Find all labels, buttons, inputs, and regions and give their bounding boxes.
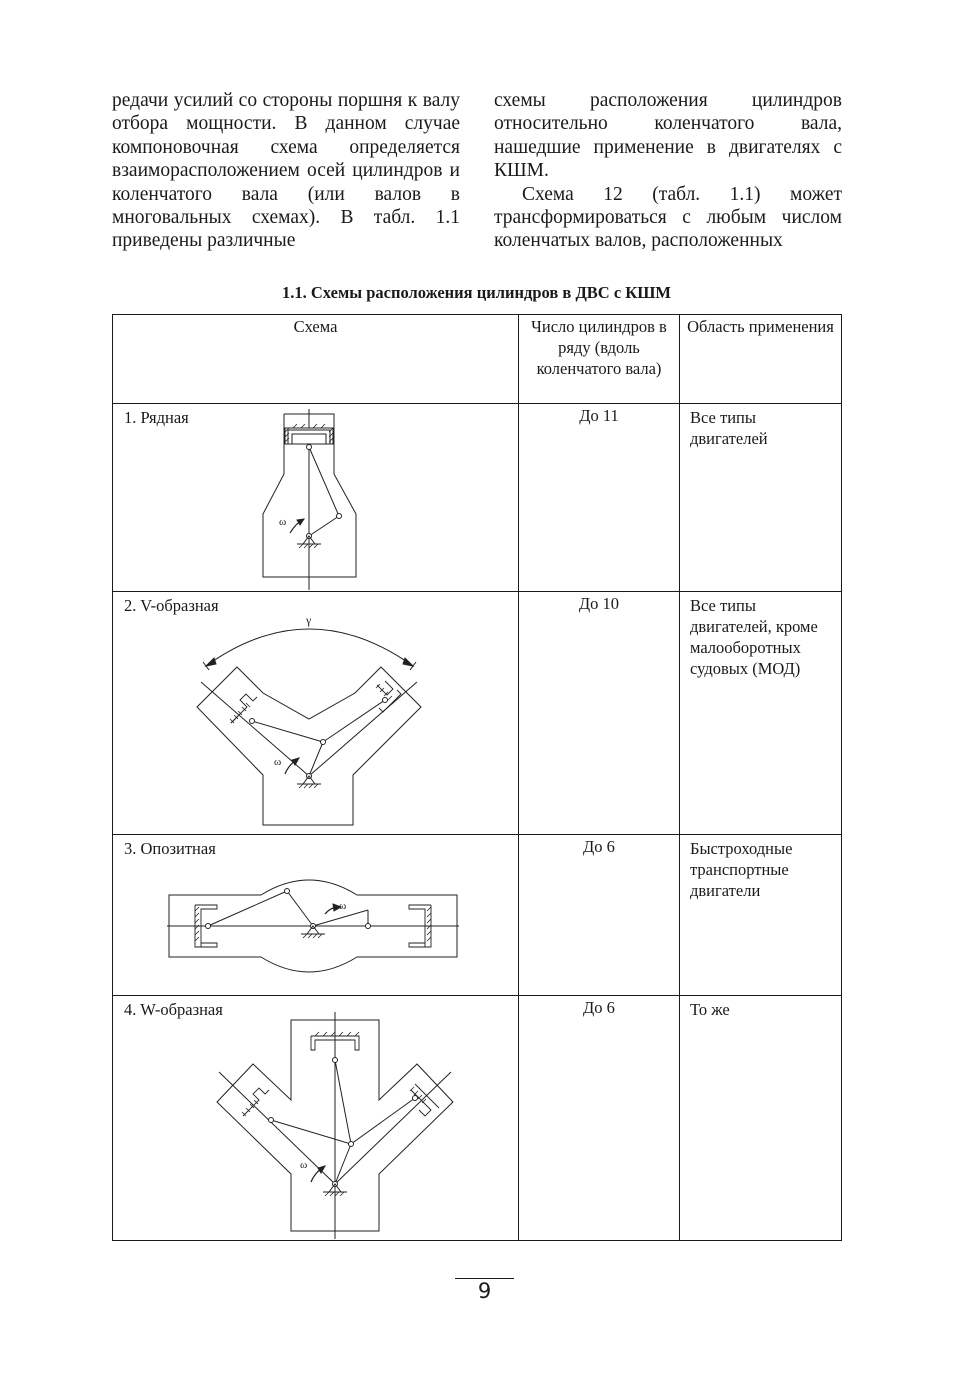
omega-label: ω — [300, 1159, 308, 1171]
application-area: Все типы двигателей, кроме малооборотных судовых (МОД) — [680, 592, 842, 835]
left-paragraph: редачи усилий со стороны поршня к валу отбора мощности. В данном случае компоновочная схема определяется взаиморасположением осей цилиндров и коленчатого вала (или валов в многовальных схемах). В табл. 1.1 приведены различные — [112, 90, 460, 252]
omega-label: ω — [274, 756, 282, 768]
omega-label: ω — [279, 516, 287, 528]
w-engine-diagram — [113, 996, 518, 1239]
table-header-row — [113, 315, 842, 404]
page-number: 9 — [455, 1278, 514, 1303]
header-area: Область применения — [680, 315, 842, 404]
right-text-column — [494, 89, 842, 253]
application-area: Быстроходные транспортные двигатели — [680, 835, 842, 996]
table-caption: 1.1. Схемы расположения цилиндров в ДВС с КШМ — [282, 283, 671, 302]
inline-engine-diagram — [113, 404, 518, 590]
scheme-cell — [113, 996, 519, 1241]
application-area: То же — [680, 996, 842, 1241]
scheme-cell — [113, 835, 519, 996]
application-area: Все типы двигателей — [680, 404, 842, 592]
scheme-cell — [113, 404, 519, 592]
cylinder-count: До 6 — [519, 835, 680, 996]
table-row — [113, 835, 842, 996]
scheme-name: 2. V-образная — [124, 596, 219, 615]
header-cylinders: Число цилиндров в ряду (вдоль коленчатого вала) — [519, 315, 680, 404]
cylinder-count: До 10 — [519, 592, 680, 835]
table-row — [113, 996, 842, 1241]
table-row — [113, 592, 842, 835]
scheme-cell — [113, 592, 519, 835]
scheme-name: 1. Рядная — [124, 408, 189, 427]
header-scheme: Схема — [113, 315, 519, 404]
cylinder-count: До 11 — [519, 404, 680, 592]
left-text-column — [112, 89, 460, 253]
v-engine-diagram — [113, 592, 518, 833]
right-paragraph-1: схемы расположения цилиндров относительно коленчатого вала, нашедшие применение в двигателях с КШМ. — [494, 90, 842, 182]
cylinder-count: До 6 — [519, 996, 680, 1241]
gamma-label: γ — [306, 613, 312, 627]
scheme-name: 4. W-образная — [124, 1000, 223, 1019]
table-row — [113, 404, 842, 592]
scheme-name: 3. Опозитная — [124, 839, 216, 858]
cylinder-schemes-table — [112, 314, 842, 1241]
omega-label: ω — [339, 900, 347, 912]
right-paragraph-2: Схема 12 (табл. 1.1) может трансформироваться с любым числом коленчатых валов, расположенных — [494, 183, 842, 252]
